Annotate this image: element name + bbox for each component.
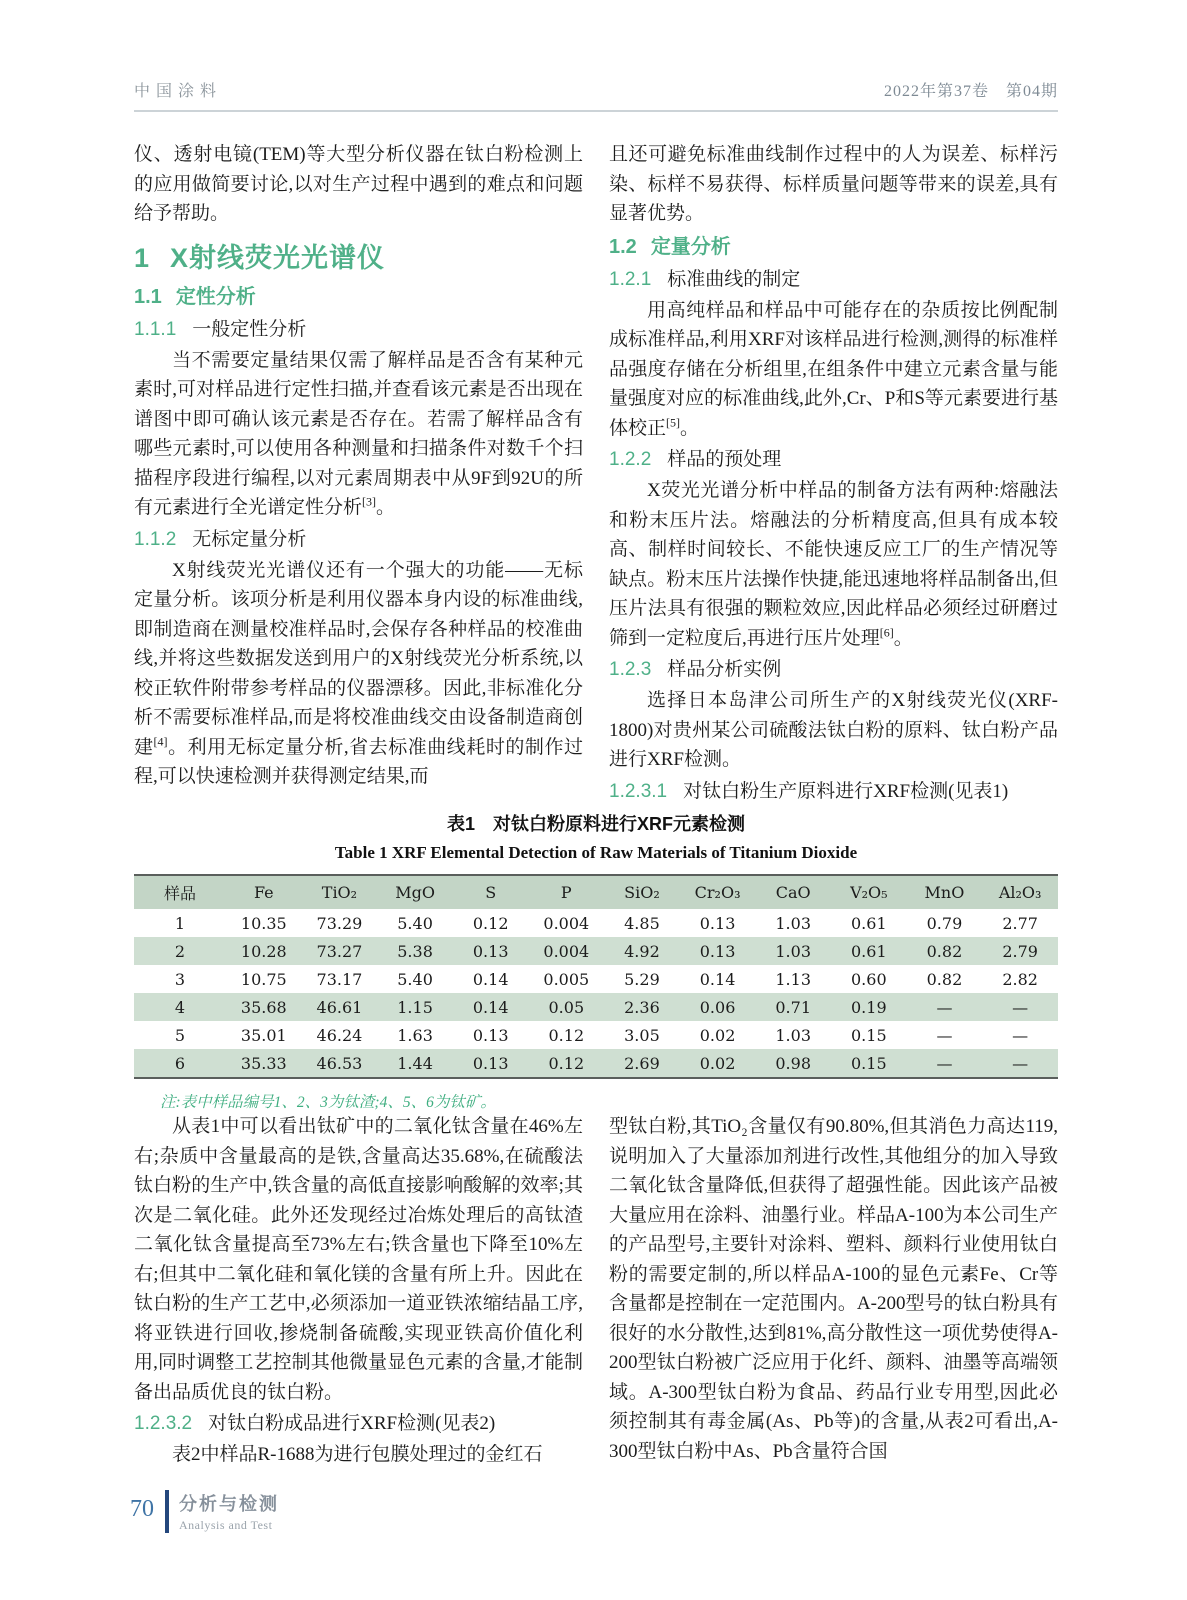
table-cell: 5.29 [624, 969, 660, 989]
table-cell: 10.75 [240, 969, 287, 989]
table-cell: 0.06 [699, 997, 736, 1017]
table-cell: 0.004 [543, 941, 590, 961]
section-heading-1-1-2 [134, 525, 583, 554]
column-header: 样品 [134, 875, 226, 909]
table-cell: 2 [174, 941, 186, 961]
footer-divider-bar [165, 1490, 169, 1533]
table-cell: 4 [174, 997, 186, 1017]
footer-section-label [179, 1490, 279, 1533]
table-cell: 2.69 [624, 1053, 660, 1073]
section-number: 1.2 [609, 235, 637, 258]
table-row [134, 1021, 1058, 1049]
section-heading-1 [134, 241, 583, 275]
page-header [134, 78, 1058, 112]
paragraph: 且还可避免标准曲线制作过程中的人为误差、标样污染、标样不易获得、标样质量问题等带来的误差,具有显著优势。 [609, 144, 1058, 224]
table-cell: 1.13 [775, 969, 811, 989]
column-header: MgO [377, 875, 453, 909]
paragraph [134, 346, 583, 523]
table-cell: — [936, 1025, 953, 1045]
section-heading-1-2-1 [609, 265, 1058, 294]
table-cell: 5.40 [397, 913, 433, 933]
table-caption-en: Table 1 XRF Elemental Detection of Raw Materials of Titanium Dioxide [334, 843, 858, 862]
table-cell: 0.82 [926, 969, 963, 989]
left-column-top [134, 140, 583, 808]
table-cell: 5 [174, 1025, 186, 1045]
table-cell: 0.05 [548, 997, 585, 1017]
table-cell: 10.35 [240, 913, 287, 933]
table-cell: 4.92 [624, 941, 660, 961]
section-title: 定性分析 [175, 285, 256, 308]
table-cell: 3.05 [624, 1025, 660, 1045]
column-header: TiO₂ [302, 875, 378, 909]
table-cell: 0.79 [926, 913, 963, 933]
table-cell: 0.15 [851, 1053, 887, 1073]
table-row [134, 909, 1058, 937]
section-title: 一般定性分析 [192, 318, 307, 340]
table-cell: 0.12 [472, 913, 509, 933]
column-header: Fe [226, 875, 302, 909]
table-cell: 73.27 [316, 941, 363, 961]
table-cell: 0.13 [472, 1053, 509, 1073]
table-cell: 0.12 [548, 1053, 585, 1073]
table-cell: 0.005 [543, 969, 590, 989]
section-title: 样品分析实例 [667, 659, 782, 680]
table1-section [134, 810, 1058, 1112]
column-header: P [529, 875, 605, 909]
table-cell: 5.38 [397, 941, 433, 961]
table-cell: 46.24 [316, 1025, 363, 1045]
page-number: 70 [130, 1496, 154, 1522]
section-title: 样品的预处理 [667, 449, 782, 470]
paragraph-text: 当不需要定量结果仅需了解样品是否含有某种元素时,可对样品进行定性扫描,并查看该元素是否出现在谱图中即可确认该元素是否存在。若需了解样品含有哪些元素时,可以使用各种测量和扫描条件对数千个扫描程序段进行编程,以对元素周期表中从9F到92U的所有元素进行全光谱定性分析 [134, 349, 583, 518]
table-cell: 0.14 [472, 997, 509, 1017]
section-heading-1-1-1 [134, 315, 583, 344]
section-number: 1.2.3.2 [134, 1413, 193, 1434]
section-number: 1.2.2 [609, 449, 652, 470]
table-cell: 0.14 [699, 969, 736, 989]
table-cell: 6 [174, 1053, 186, 1073]
xrf-raw-materials-table [134, 874, 1058, 1079]
section-number: 1.1 [134, 285, 162, 308]
section-title: X射线荧光光谱仪 [170, 242, 386, 273]
left-column-bottom [134, 1112, 583, 1470]
table-row [134, 1049, 1058, 1078]
journal-name: 中国涂料 [134, 83, 223, 100]
table-cell: 2.77 [1002, 913, 1038, 933]
column-header: SiO₂ [604, 875, 680, 909]
table-cell: — [1012, 1025, 1029, 1045]
paragraph-text: 。 [376, 497, 396, 518]
paragraph [609, 296, 1058, 444]
table-cell: 0.15 [851, 1025, 887, 1045]
table-header-row [134, 875, 1058, 909]
table-cell: 0.13 [472, 941, 509, 961]
section-heading-1-2-3 [609, 655, 1058, 684]
footer-section-zh: 分析与检测 [179, 1494, 279, 1514]
table-body [134, 909, 1058, 1078]
paragraph [134, 556, 583, 792]
table-cell: 0.61 [851, 913, 887, 933]
table-note: 注:表中样品编号1、2、3为钛渣;4、5、6为钛矿。 [160, 1094, 496, 1111]
paragraph: 型钛白粉,其TiO₂含量仅有90.80%,但其消色力高达119,说明加入了大量添加剂进行改性,其他组分的加入导致二氧化钛含量降低,但获得了超强性能。因此该产品被大量应用在涂料、油墨行业。样品A-100为本公司生产的产品型号,主要针对涂料、塑料、颜料行业使用钛白粉的需要定制的,所以样品A-100的显色元素Fe、Cr等含量都是控制在一定范围内。A-200型号的钛白粉具有很好的水分散性,达到81%,高分散性这一项优势使得A-200型钛白粉被广泛应用于化纤、颜料、油墨等高端领域。A-300型钛白粉为食品、药品行业专用型,因此必须控制其有毒金属(As、Pb等)的含量,从表2可看出,A-300型钛白粉中As、Pb含量符合国 [609, 1116, 1058, 1462]
upper-text-columns [134, 140, 1058, 808]
table-cell: 0.13 [699, 941, 736, 961]
table-caption-zh: 表1 对钛白粉原料进行XRF元素检测 [446, 814, 745, 834]
table-cell: 5.40 [397, 969, 433, 989]
table-cell: 46.61 [316, 997, 363, 1017]
paragraph: 选择日本岛津公司所生产的X射线荧光仪(XRF-1800)对贵州某公司硫酸法钛白粉的原料、钛白粉产品进行XRF检测。 [609, 690, 1058, 770]
paragraph-text: X射线荧光光谱仪还有一个强大的功能——无标定量分析。该项分析是利用仪器本身内设的标准曲线,即制造商在测量校准样品时,会保存各种样品的校准曲线,并将这些数据发送到用户的X射线荧光分析系统,以校正软件附带参考样品的仪器漂移。因此,非标准化分析不需要标准样品,而是将校准曲线交由设备制造商创建 [134, 559, 583, 758]
table-cell: 2.82 [1002, 969, 1038, 989]
table-cell: 46.53 [316, 1053, 363, 1073]
section-number: 1.2.3.1 [609, 780, 668, 802]
table-cell: 1.44 [397, 1053, 433, 1073]
section-title: 对钛白粉生产原料进行XRF检测(见表1) [683, 780, 1009, 802]
section-title: 标准曲线的制定 [667, 268, 801, 290]
table-cell: 0.82 [926, 941, 963, 961]
table-cell: 1 [174, 913, 186, 933]
right-column-bottom [609, 1112, 1058, 1470]
table-cell: 35.01 [240, 1025, 287, 1045]
section-number: 1.1.2 [134, 528, 177, 550]
table-cell: — [936, 1053, 953, 1073]
section-heading-1-2-3-2 [134, 1409, 583, 1438]
section-heading-1-2-3-1 [609, 777, 1058, 806]
section-heading-1-2 [609, 233, 1058, 262]
table-cell: 0.98 [775, 1053, 811, 1073]
table-cell: 1.63 [397, 1025, 433, 1045]
page-footer [130, 1490, 279, 1533]
section-title: 无标定量分析 [192, 528, 307, 550]
table-cell: 0.02 [699, 1053, 736, 1073]
section-heading-1-1 [134, 283, 583, 312]
table-cell: 0.61 [851, 941, 887, 961]
paragraph-text: 。 [893, 627, 913, 649]
table-cell: 35.33 [240, 1053, 287, 1073]
section-number: 1.2.1 [609, 268, 652, 290]
table-cell: 0.02 [699, 1025, 736, 1045]
paragraph-text: X荧光光谱分析中样品的制备方法有两种:熔融法和粉末压片法。熔融法的分析精度高,但具有成本较高、制样时间较长、不能快速反应工厂的生产情况等缺点。粉末压片法操作快捷,能迅速地将样品制备出,但压片法具有很强的颗粒效应,因此样品必须经过研磨过筛到一定粒度后,再进行压片处理 [609, 480, 1058, 649]
table-cell: 4.85 [624, 913, 660, 933]
table-cell: 0.19 [851, 997, 887, 1017]
lower-text-columns [134, 1112, 1058, 1470]
table-cell: 0.13 [699, 913, 736, 933]
table-cell: 0.004 [543, 913, 590, 933]
table-cell: 1.03 [775, 1025, 811, 1045]
citation-ref: [4] [153, 734, 168, 749]
table-cell: 2.36 [624, 997, 660, 1017]
column-header: S [453, 875, 529, 909]
section-title: 定量分析 [650, 235, 731, 258]
citation-ref: [3] [362, 494, 377, 509]
footer-section-en: Analysis and Test [179, 1518, 273, 1532]
table-cell: 2.79 [1002, 941, 1038, 961]
table-cell: — [1012, 1053, 1029, 1073]
paragraph-text: 。 [680, 417, 700, 439]
column-header: MnO [907, 875, 983, 909]
table-cell: 0.60 [851, 969, 887, 989]
table-cell: 1.15 [397, 997, 433, 1017]
column-header: CaO [755, 875, 831, 909]
section-number: 1 [134, 242, 151, 273]
paragraph-text: 用高纯样品和样品中可能存在的杂质按比例配制成标准样品,利用XRF对该样品进行检测,测得的标准样品强度存储在分析组里,在组条件中建立元素含量与能量强度对应的标准曲线,此外,Cr、P和S等元素要进行基体校正 [609, 299, 1058, 439]
section-number: 1.1.1 [134, 318, 177, 340]
table-row [134, 993, 1058, 1021]
column-header: Al₂O₃ [982, 875, 1058, 909]
table-header [134, 875, 1058, 909]
table-cell: 10.28 [240, 941, 287, 961]
table-row [134, 937, 1058, 965]
table-cell: 73.17 [316, 969, 363, 989]
paragraph-text: 。利用无标定量分析,省去标准曲线耗时的制作过程,可以快速检测并获得测定结果,而 [134, 736, 583, 787]
table-cell: 1.03 [775, 941, 811, 961]
issue-info: 2022年第37卷 第04期 [883, 83, 1058, 100]
table-cell: 3 [174, 969, 186, 989]
column-header: Cr₂O₃ [680, 875, 756, 909]
right-column-top [609, 140, 1058, 808]
paragraph [609, 476, 1058, 653]
paragraph: 仪、透射电镜(TEM)等大型分析仪器在钛白粉检测上的应用做简要讨论,以对生产过程中遇到的难点和问题给予帮助。 [134, 144, 583, 224]
table-row [134, 965, 1058, 993]
section-number: 1.2.3 [609, 659, 652, 680]
table-cell: 0.71 [775, 997, 811, 1017]
table-cell: — [936, 997, 953, 1017]
table-cell: 0.12 [548, 1025, 585, 1045]
paragraph: 从表1中可以看出钛矿中的二氧化钛含量在46%左右;杂质中含量最高的是铁,含量高达35.68%,在硫酸法钛白粉的生产中,铁含量的高低直接影响酸解的效率;其次是二氧化硅。此外还发现经过冶炼处理后的高钛渣二氧化钛含量提高至73%左右;铁含量也下降至10%左右;但其中二氧化硅和氧化镁的含量有所上升。因此在钛白粉的生产工艺中,必须添加一道亚铁浓缩结晶工序,将亚铁进行回收,掺烧制备硫酸,实现亚铁高价值化利用,同时调整工艺控制其他微量显色元素的含量,才能制备出品质优良的钛白粉。 [134, 1116, 583, 1403]
table-cell: 35.68 [240, 997, 287, 1017]
table-cell: 73.29 [316, 913, 363, 933]
table-cell: — [1012, 997, 1029, 1017]
section-heading-1-2-2 [609, 445, 1058, 474]
section-title: 对钛白粉成品进行XRF检测(见表2) [208, 1413, 496, 1434]
table-cell: 1.03 [775, 913, 811, 933]
table-cell: 0.13 [472, 1025, 509, 1045]
citation-ref: [6] [879, 625, 894, 640]
paragraph: 表2中样品R-1688为进行包膜处理过的金红石 [172, 1444, 543, 1465]
column-header: V₂O₅ [831, 875, 907, 909]
table-cell: 0.14 [472, 969, 509, 989]
citation-ref: [5] [666, 415, 681, 430]
